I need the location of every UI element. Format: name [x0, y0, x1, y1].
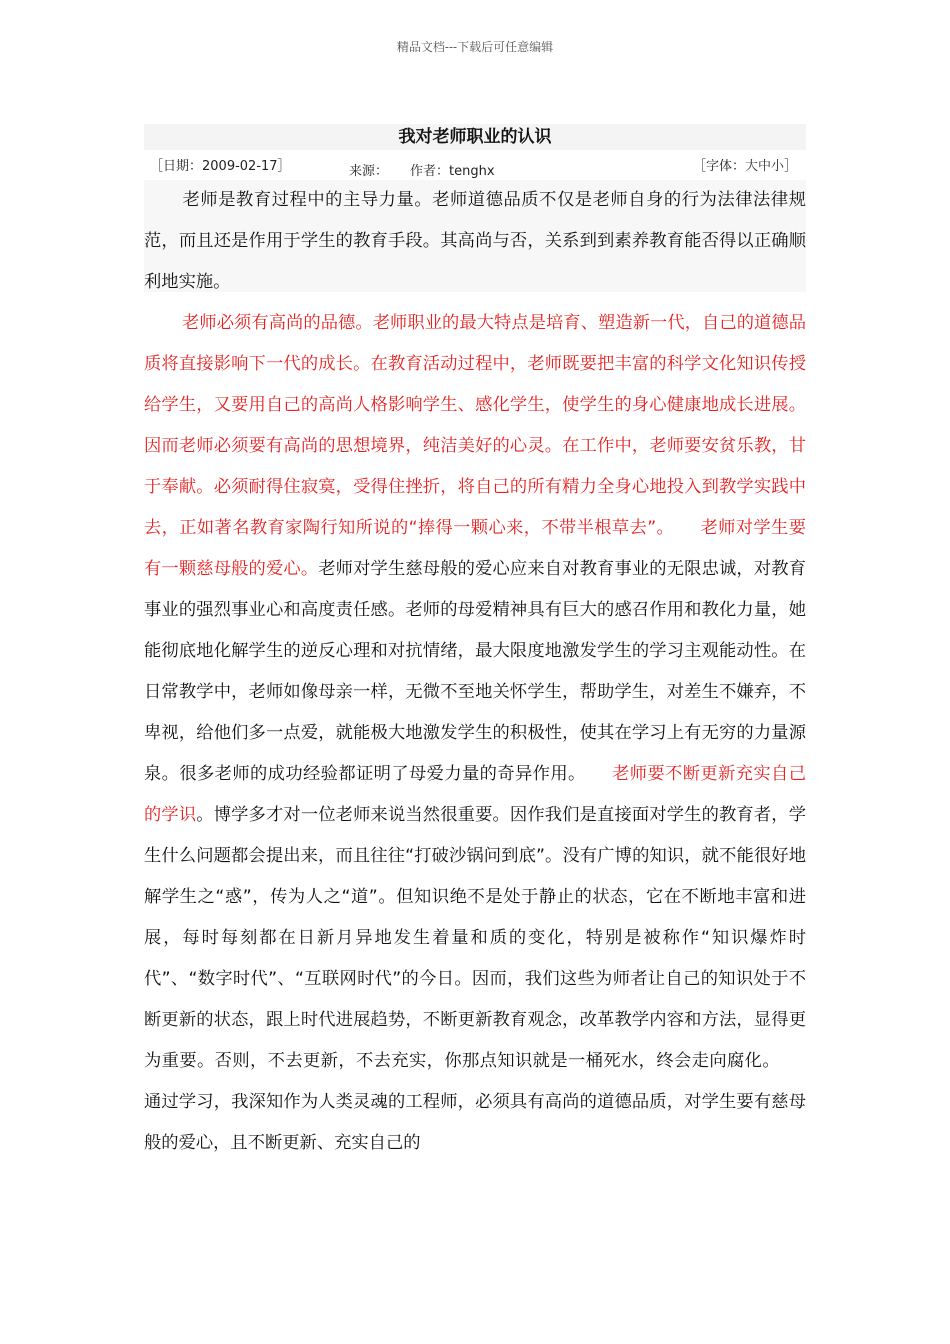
paragraph-5-text: 通过学习，我深知作为人类灵魂的工程师，必须具有高尚的道德品质，对学生要有慈母般的爱心，且不断更新、充实自己的: [144, 1092, 806, 1153]
font-size-label: ［字体：: [693, 159, 746, 174]
paragraph-4-text: 。博学多才对一位老师来说当然很重要。因作我们是直接面对学生的教育者，学生什么问题都会提出来，而且往往“打破沙锅问到底”。没有广博的知识，就不能很好地解学生之“惑”，传为人之“道”。但知识绝不是处于静止的状态，它在不断地丰富和进展，每时每刻都在日新月异地发生着量和质的变化，特别是被称作“知识爆炸时代”、“数字时代”、“互联网时代”的今日。因而，我们这些为师者让自己的知识处于不断更新的状态，跟上时代进展趋势，不断更新教育观念，改革教学内容和方法，显得更为重要。否则，不去更新，不去充实，你那点知识就是一桶死水，终会走向腐化。: [144, 805, 806, 1071]
font-size-medium-link[interactable]: 中: [758, 159, 772, 174]
article-title: 我对老师职业的认识: [144, 124, 806, 150]
font-size-close: ］: [784, 159, 798, 174]
paragraph-2-highlight: 老师必须有高尚的品德。老师职业的最大特点是培育、塑造新一代，自己的道德品质将直接影响下一代的成长。在教育活动过程中，老师既要把丰富的科学文化知识传授给学生，又要用自己的高尚人格影响学生、感化学生，使学生的身心健康地成长进展。因而老师必须要有高尚的思想境界，纯洁美好的心灵。在工作中，老师要安贫乐教，甘于奉献。必须耐得住寂寞，受得住挫折，将自己的所有精力全身心地投入到教学实践中去，正如著名教育家陶行知所说的“捧得一颗心来，不带半根草去”。: [144, 313, 806, 538]
article-date: ［日期：2009-02-17］: [150, 159, 291, 174]
paragraph-3-text: 老师对学生慈母般的爱心应来自对教育事业的无限忠诚，对教育事业的强烈事业心和高度责任感。老师的母爱精神具有巨大的感召作用和教化力量，她能彻底地化解学生的逆反心理和对抗情绪，最大限度地激发学生的学习主观能动性。在日常教学中，老师如像母亲一样，无微不至地关怀学生，帮助学生，对差生不嫌弃，不卑视，给他们多一点爱，就能极大地激发学生的积极性，使其在学习上有无穷的力量源泉。很多老师的成功经验都证明了母爱力量的奇异作用。: [144, 559, 806, 784]
font-size-selector: [693, 155, 797, 174]
article-body: [144, 180, 806, 1164]
paragraph-3-highlight: 老师对学生要有一颗慈母般的爱心。: [144, 518, 806, 579]
article-author: 作者：tenghx: [410, 164, 495, 179]
article-source: 来源：: [349, 164, 389, 179]
paragraph-2: [144, 303, 806, 1164]
header-note: 精品文档---下载后可任意编辑: [396, 40, 554, 54]
font-size-large-link[interactable]: 大: [745, 159, 759, 174]
paragraph-1-text: 老师是教育过程中的主导力量。老师道德品质不仅是老师自身的行为法律法律规范，而且还是作用于学生的教育手段。其高尚与否，关系到到素养教育能否得以正确顺利地实施。: [144, 190, 806, 292]
paragraph-4-highlight: 老师要不断更新充实自己的学识: [144, 764, 806, 825]
font-size-small-link[interactable]: 小: [771, 159, 785, 174]
paragraph-1: [144, 180, 806, 303]
